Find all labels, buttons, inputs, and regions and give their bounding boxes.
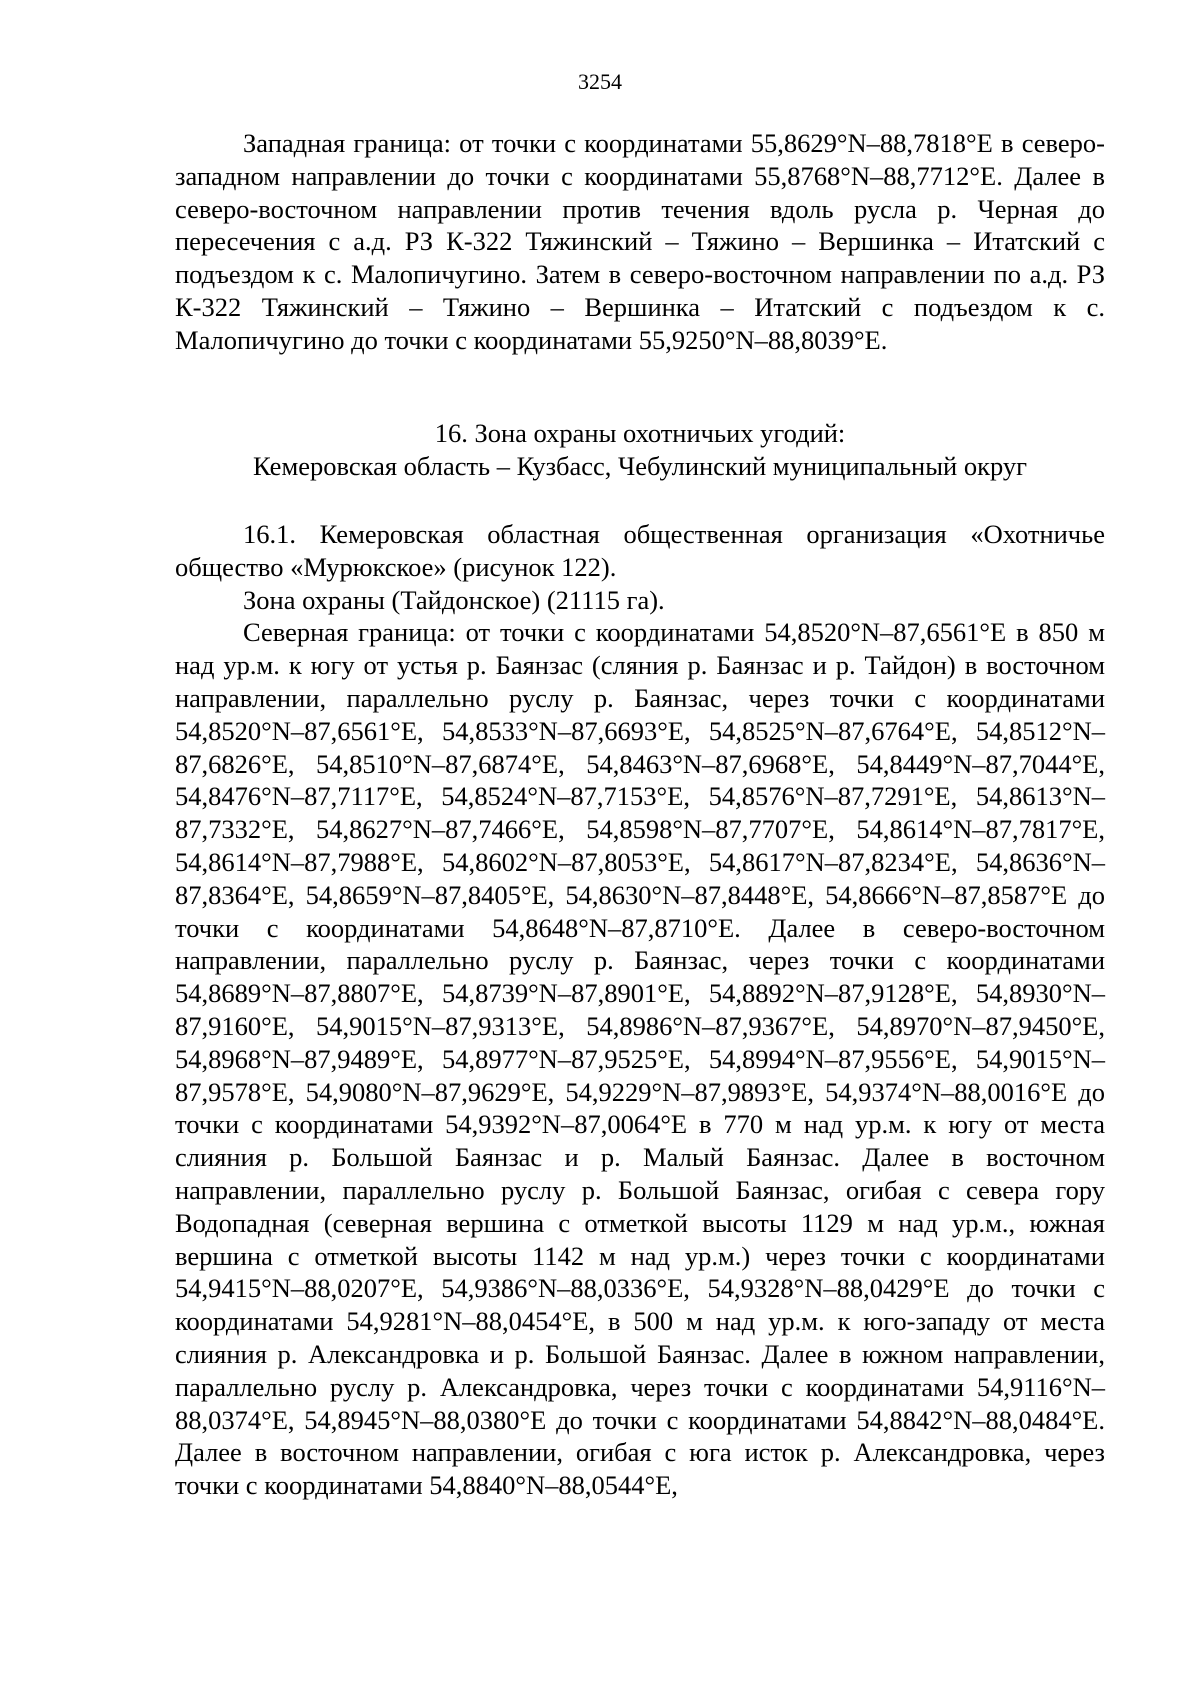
western-border-section <box>175 127 1105 357</box>
section-heading-title: 16. Зона охраны охотничьих угодий: <box>434 418 846 448</box>
organization-section <box>175 518 1105 1502</box>
northern-border-paragraph: Северная граница: от точки с координатами 54,8520°N–87,6561°E в 850 м над ур.м. к югу от устья р. Баянзас (сляния р. Баянзас и р. Тайдон) в восточном направлении, параллельно руслу р. Баянзас, через точки с координатами 54,8520°N–87,6561°E, 54,8533°N–87,6693°E, 54,8525°N–87,6764°E, 54,8512°N–87,6826°E, 54,8510°N–87,6874°E, 54,8463°N–87,6968°E, 54,8449°N–87,7044°E, 54,8476°N–87,7117°E, 54,8524°N–87,7153°E, 54,8576°N–87,7291°E, 54,8613°N–87,7332°E, 54,8627°N–87,7466°E, 54,8598°N–87,7707°E, 54,8614°N–87,7817°E, 54,8614°N–87,7988°E, 54,8602°N–87,8053°E, 54,8617°N–87,8234°E, 54,8636°N–87,8364°E, 54,8659°N–87,8405°E, 54,8630°N–87,8448°E, 54,8666°N–87,8587°E до точки с координатами 54,8648°N–87,8710°E. Далее в северо-восточном направлении, параллельно руслу р. Баянзас, через точки с координатами 54,8689°N–87,8807°E, 54,8739°N–87,8901°E, 54,8892°N–87,9128°E, 54,8930°N–87,9160°E, 54,9015°N–87,9313°E, 54,8986°N–87,9367°E, 54,8970°N–87,9450°E, 54,8968°N–87,9489°E, 54,8977°N–87,9525°E, 54,8994°N–87,9556°E, 54,9015°N–87,9578°E, 54,9080°N–87,9629°E, 54,9229°N–87,9893°E, 54,9374°N–88,0016°E до точки с координатами 54,9392°N–87,0064°E в 770 м над ур.м. к югу от места слияния р. Большой Баянзас и р. Малый Баянзас. Далее в восточном направлении, параллельно руслу р. Большой Баянзас, огибая с севера гору Водопадная (северная вершина с отметкой высоты 1129 м над ур.м., южная вершина с отметкой высоты 1142 м над ур.м.) через точки с координатами 54,9415°N–88,0207°E, 54,9386°N–88,0336°E, 54,9328°N–88,0429°E до точки с координатами 54,9281°N–88,0454°E, в 500 м над ур.м. к юго-западу от места слияния р. Александровка и р. Большой Баянзас. Далее в южном направлении, параллельно руслу р. Александровка, через точки с координатами 54,9116°N–88,0374°E, 54,8945°N–88,0380°E до точки с координатами 54,8842°N–88,0484°E. Далее в восточном направлении, огибая с юга исток р. Александровка, через точки с координатами 54,8840°N–88,0544°E, <box>175 617 1105 1501</box>
western-border-paragraph: Западная граница: от точки с координатами 55,8629°N–88,7818°E в северо-западном направлении до точки с координатами 55,8768°N–88,7712°E. Далее в северо-восточном направлении против течения вдоль русла р. Черная до пересечения с а.д. РЗ К-322 Тяжинский – Тяжино – Вершинка – Итатский с подъездом к с. Малопичугино. Затем в северо-восточном направлении по а.д. РЗ К-322 Тяжинский – Тяжино – Вершинка – Итатский с подъездом к с. Малопичугино до точки с координатами 55,9250°N–88,8039°E. <box>175 128 1105 355</box>
section-heading <box>175 417 1105 483</box>
page-number: 3254 <box>578 69 622 94</box>
organization-paragraph: 16.1. Кемеровская областная общественная организация «Охотничье общество «Мурюкское» (рисунок 122). <box>175 519 1105 582</box>
protection-zone-paragraph: Зона охраны (Тайдонское) (21115 га). <box>243 584 665 615</box>
section-heading-region: Кемеровская область – Кузбасс, Чебулинский муниципальный округ <box>253 451 1027 481</box>
